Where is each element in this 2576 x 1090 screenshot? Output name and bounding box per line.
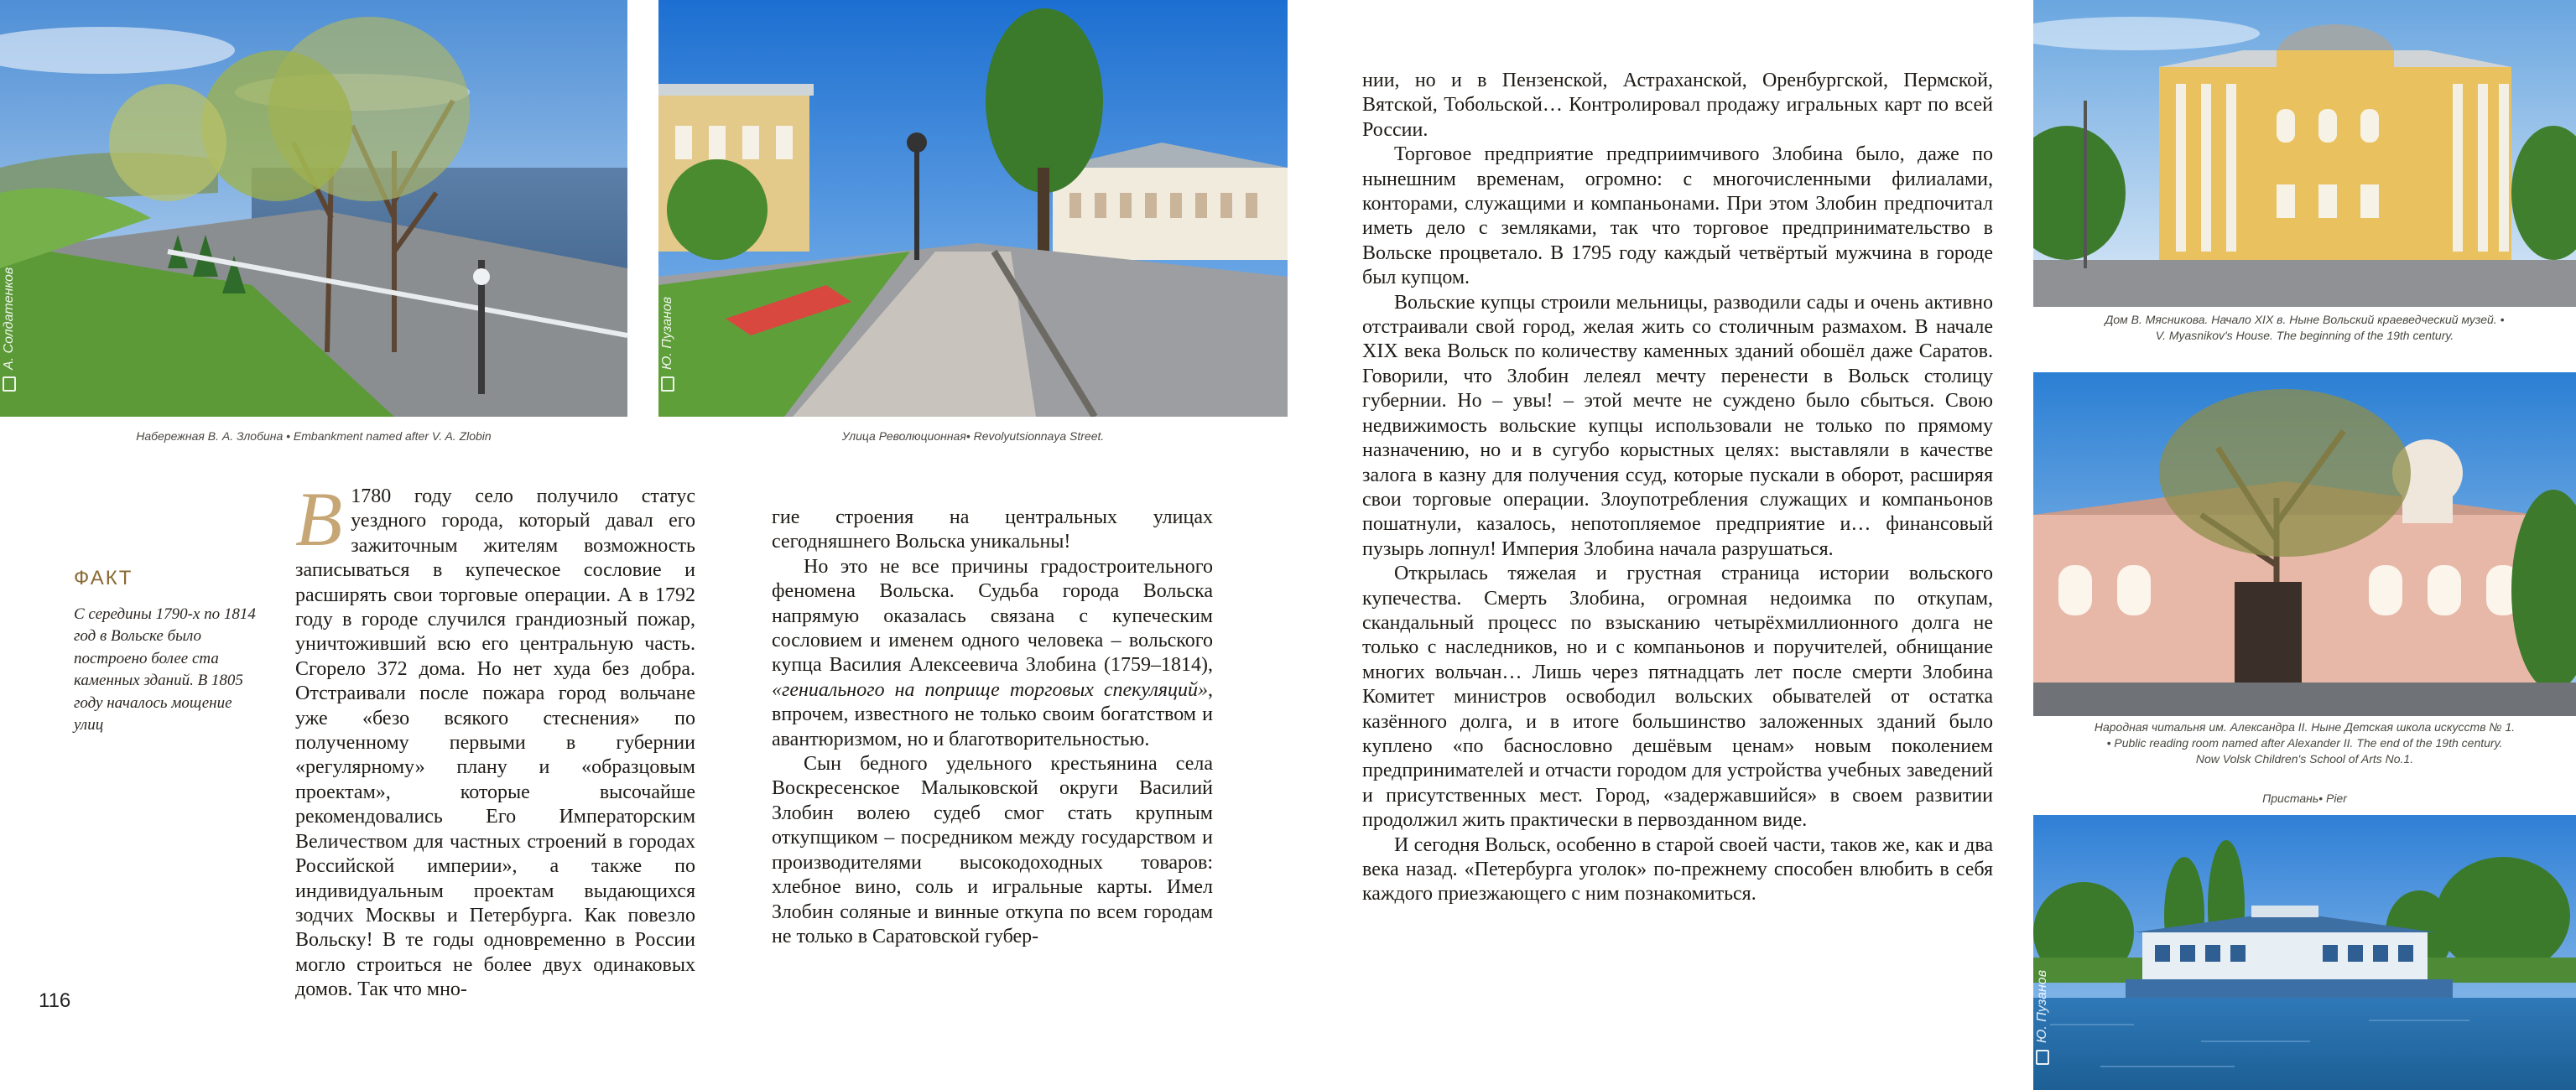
camera-icon xyxy=(3,376,16,392)
paragraph-text: 1780 году село получило статус уездного города, который давал его зажиточным жителям возможность записываться в купеческое сословие и расширять свои торговые операции. А в 1792 году в городе случился грандиозный пожар, уничтоживший всю его центральную часть. Сгорело 372 дома. Но нет худа без добра. Отстраивали после пожара город вольчане уже «безо всякого стеснения» по полученному первыми в губернии «регулярному» плану и «образцовым проектам», которые высочайше рекомендовались Его Императорским Величеством для частных строений в городах Российской империи», а также по индивидуальным проектам выдающихся зодчих Москвы и Петербурга. Как повезло Вольску! В те годы одновременно в России могло строиться не более двух одинаковых домов. Так что мно- xyxy=(295,485,695,1001)
drop-cap: В xyxy=(295,476,343,562)
caption-line: Народная читальня им. Александра II. Ныне Детская школа искусств № 1. xyxy=(2094,720,2516,734)
caption-line: • Public reading room named after Alexander II. The end of the 19th century. xyxy=(2106,736,2503,750)
paragraph xyxy=(772,555,1213,752)
paragraph xyxy=(295,476,695,1003)
photo-credit: Ю. Пузанов xyxy=(2035,970,2050,1065)
photo-caption xyxy=(2033,312,2576,344)
embankment-photo xyxy=(0,0,627,417)
pier-photo xyxy=(2033,815,2576,1090)
paragraph: Торговое предприятие предприимчивого Злобина было, даже по нынешним временам, огромно: с многочисленными филиалами, конторами, служащими и компаньонами. При этом Злобин предпочитал иметь дело с земляками, так что торговое предпринимательство в Вольске процветало. В 1795 году каждый четвёртый мужчина в городе был купцом. xyxy=(1362,143,1993,289)
caption-line: Дом В. Мясникова. Начало XIX в. Ныне Вольский краеведческий музей. • xyxy=(2105,313,2505,326)
page-number: 116 xyxy=(39,989,71,1012)
photo-caption: Набережная В. А. Злобина • Embankment named after V. A. Zlobin xyxy=(136,429,492,443)
photo-caption: Пристань• Pier xyxy=(2262,792,2347,805)
paragraph: И сегодня Вольск, особенно в старой своей части, таков же, как и два века назад. «Петербурга уголок» по-прежнему способен влюбить в себя каждого приезжающего с ним познакомиться. xyxy=(1362,833,1993,906)
text-column-2 xyxy=(772,506,1213,949)
camera-icon xyxy=(2036,1050,2049,1065)
caption-line: V. Myasnikov's House. The beginning of the 19th century. xyxy=(2155,329,2454,342)
paragraph: Открылась тяжелая и грустная страница истории вольского купечества. Смерть Злобина, огромная недоимка по откупам, скандальный процесс по взысканию четырёхмиллионного долга не только с наследников, но и с компаньонов и поручителей, обнищание многих вольчан… Лишь через пятнадцать лет после смерти Злобина Комитет министров освободил вольских обывателей от остатка казённого долга, и в итоге большинство заложенных зданий было куплено «по баснословно дешёвым ценам» новым поколением предпринимателей и отчасти городом для устройства учебных заведений и присутственных мест. Город, «задержавшийся» в своем развитии продолжил жить практически в первозданном виде. xyxy=(1362,563,1993,832)
photo-credit: Ю. Пузанов xyxy=(660,297,675,392)
italic-quote: «гениального на поприще торговых спекуляций» xyxy=(772,678,1208,701)
paragraph: гие строения на центральных улицах сегодняшнего Вольска уникальны! xyxy=(772,506,1213,553)
caption-line: Now Volsk Children's School of Arts No.1. xyxy=(2195,752,2414,766)
paragraph: нии, но и в Пензенской, Астраханской, Оренбургской, Пермской, Вятской, Тобольской… Контролировал продажу игральных карт по всей России. xyxy=(1362,70,1993,141)
text-column-3 xyxy=(1362,69,1993,907)
myasnikov-house-photo xyxy=(2033,0,2576,307)
paragraph-text: Но это не все причины градостроительного феномена Вольска. Судьба города Вольска напрямую оказалась связана с купеческим сословием и именем одного человека – вольского купца Василия Алексеевича Злобина (1759–1814), xyxy=(772,555,1213,677)
paragraph: Сын бедного удельного крестьянина села Воскресенское Малыковской округи Василий Злобин волею судеб смог стать крупным откупщиком – посредником между государством и производителями высокодоходных товаров: хлебное вино, соль и игральные карты. Имел Злобин соляные и винные откупа по всем городам не только в Саратовской губер- xyxy=(772,753,1213,947)
photo-caption: Улица Революционная• Revolyutsionnaya Street. xyxy=(841,429,1105,443)
paragraph: Вольские купцы строили мельницы, разводили сады и очень активно отстраивали свой город, желая жить со столичным размахом. В начале XIX века Вольск по количеству каменных зданий обошёл даже Саратов. Говорили, что Злобин лелеял мечту перенести в Вольск столицу губернии. Но – увы! – этой мечте не суждено было сбыться. Свою недвижимость вольские купцы использовали не только по прямому назначению, но и в сугубо корыстных целях: выставляли в качестве залога в казну для получения ссуд, которые пускали в оборот, расширяя свои торговые операции. Злоупотребления служащих и компаньонов пошатнули, казалось, непотопляемое предприятие и… финансовый пузырь лопнул! Империя Злобина начала разрушаться. xyxy=(1362,291,1993,560)
text-column-1 xyxy=(295,476,695,1003)
fact-text: С середины 1790-х по 1814 год в Вольске было построено более ста каменных зданий. В 1805 году началось мощение улиц xyxy=(74,605,256,734)
photo-caption xyxy=(2033,719,2576,767)
photo-credit: А. Солдатенков xyxy=(2,267,17,392)
fact-heading: ФАКТ xyxy=(74,567,133,589)
camera-icon xyxy=(661,376,674,392)
street-photo xyxy=(658,0,1288,417)
reading-room-photo xyxy=(2033,372,2576,716)
paragraph-text: , впрочем, известного не только своим богатством и авантюризмом, но и благотворительностью. xyxy=(772,678,1213,750)
